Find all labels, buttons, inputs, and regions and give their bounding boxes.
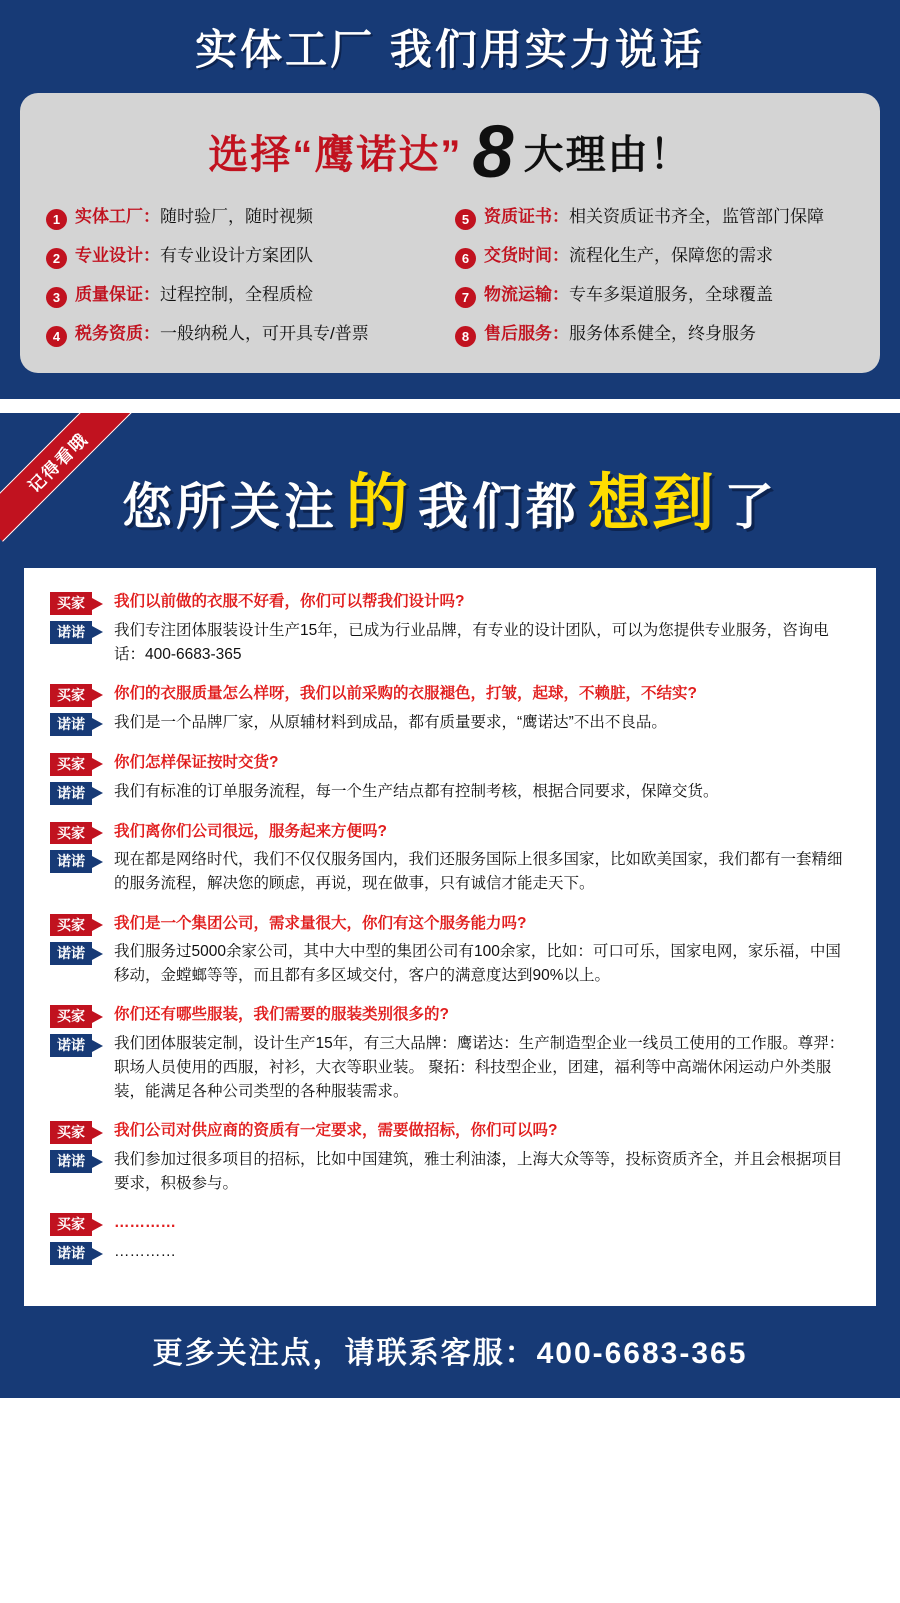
question-text: ………… [114, 1214, 176, 1232]
reason-item [455, 324, 854, 347]
reasons-headline [46, 109, 854, 208]
faq-title-part5: 了 [724, 479, 779, 536]
qa-question [50, 1003, 850, 1028]
qa-question [50, 590, 850, 615]
answer-tag: 诺诺 [50, 1242, 92, 1265]
answer-text: 我们团体服装定制，设计生产15年，有三大品牌：鹰诺达：生产制造型企业一线员工使用的工作服。尊羿：职场人员使用的西服，衬衫，大衣等职业装。 聚拓：科技型企业，团建，福利等中高端休闲运动户外类服装，能满足各种公司类型的各种服装需求。 [114, 1035, 845, 1101]
reason-item [46, 285, 445, 308]
question-text: 你们的衣服质量怎么样呀，我们以前采购的衣服褪色，打皱，起球，不赖脏，不结实? [114, 685, 697, 703]
faq-title-part1: 您所关注 [121, 479, 338, 536]
qa-answer [50, 1148, 850, 1196]
reasons-panel [20, 93, 880, 374]
reason-item [455, 246, 854, 269]
question-text: 你们还有哪些服装，我们需要的服装类别很多的? [114, 1006, 449, 1024]
reason-item [455, 285, 854, 308]
reason-title: 质量保证： [75, 285, 160, 305]
reason-title: 专业设计： [75, 246, 160, 266]
answer-tag: 诺诺 [50, 782, 92, 805]
headline-red-text: 选择“鹰诺达” [208, 133, 463, 178]
reason-number-badge: 5 [455, 209, 476, 230]
reason-text: 相关资质证书齐全，监管部门保障 [569, 207, 824, 227]
answer-tag: 诺诺 [50, 621, 92, 644]
qa-answer [50, 780, 850, 805]
question-text: 我们以前做的衣服不好看，你们可以帮我们设计吗? [114, 593, 465, 611]
reason-item [46, 246, 445, 269]
qa-item [50, 1211, 850, 1265]
reasons-grid [46, 207, 854, 347]
qa-question [50, 751, 850, 776]
qa-item [50, 751, 850, 805]
question-text: 你们怎样保证按时交货? [114, 753, 279, 771]
answer-tag: 诺诺 [50, 850, 92, 873]
qa-answer [50, 848, 850, 896]
reason-title: 交货时间： [484, 246, 569, 266]
reason-item [455, 207, 854, 230]
reason-number-badge: 3 [46, 287, 67, 308]
footer-contact: 更多关注点，请联系客服：400-6683-365 [0, 1306, 900, 1398]
reason-number-badge: 6 [455, 248, 476, 269]
reason-title: 售后服务： [484, 324, 569, 344]
faq-title-part4: 想到 [588, 469, 717, 539]
reason-text: 一般纳税人，可开具专/普票 [160, 324, 369, 344]
reason-number-badge: 7 [455, 287, 476, 308]
buyer-tag: 买家 [50, 1005, 92, 1028]
reason-title: 资质证书： [484, 207, 569, 227]
qa-answer [50, 1240, 850, 1265]
reason-title: 物流运输： [484, 285, 569, 305]
answer-text: 现在都是网络时代，我们不仅仅服务国内，我们还服务国际上很多国家，比如欧美国家，我们都有一套精细的服务流程，解决您的顾虑，再说，现在做事，只有诚信才能走天下。 [114, 851, 843, 893]
answer-tag: 诺诺 [50, 713, 92, 736]
qa-answer [50, 619, 850, 667]
question-text: 我们是一个集团公司，需求量很大，你们有这个服务能力吗? [114, 914, 527, 932]
answer-tag: 诺诺 [50, 1034, 92, 1057]
reason-text: 服务体系健全，终身服务 [569, 324, 756, 344]
reason-number-badge: 8 [455, 326, 476, 347]
reason-item [46, 324, 445, 347]
buyer-tag: 买家 [50, 822, 92, 845]
reason-text: 过程控制，全程质检 [160, 285, 313, 305]
reason-text: 有专业设计方案团队 [160, 246, 313, 266]
faq-title [0, 413, 900, 568]
faq-title-part3: 我们都 [418, 479, 580, 536]
answer-tag: 诺诺 [50, 1150, 92, 1173]
qa-item [50, 1119, 850, 1196]
qa-item [50, 590, 850, 667]
qa-answer [50, 940, 850, 988]
headline-number: 8 [472, 109, 514, 193]
reason-title: 实体工厂： [75, 207, 160, 227]
reason-number-badge: 1 [46, 209, 67, 230]
answer-text: 我们是一个品牌厂家，从原辅材料到成品，都有质量要求，“鹰诺达”不出不良品。 [114, 713, 667, 731]
section-divider [0, 399, 900, 413]
reason-text: 随时验厂，随时视频 [160, 207, 313, 227]
qa-item [50, 682, 850, 736]
faq-panel [24, 568, 876, 1306]
reason-number-badge: 2 [46, 248, 67, 269]
banner-title: 实体工厂 我们用实力说话 [195, 26, 705, 73]
headline-black-text: 大理由！ [523, 133, 692, 178]
reasons-section [0, 0, 900, 399]
buyer-tag: 买家 [50, 1121, 92, 1144]
answer-text: 我们服务过5000余家公司，其中大中型的集团公司有100余家，比如：可口可乐，国家电网，家乐福，中国移动，金螳螂等等，而且都有多区域交付，客户的满意度达到90%以上。 [114, 943, 841, 985]
buyer-tag: 买家 [50, 753, 92, 776]
question-text: 我们离你们公司很远，服务起来方便吗? [114, 822, 387, 840]
reason-item [46, 207, 445, 230]
corner-ribbon: 记得看哦 [0, 413, 137, 542]
answer-text: 我们参加过很多项目的招标，比如中国建筑，雅士利油漆，上海大众等等，投标资质齐全，并且会根据项目要求，积极参与。 [114, 1151, 843, 1193]
qa-question [50, 1211, 850, 1236]
qa-answer [50, 711, 850, 736]
buyer-tag: 买家 [50, 914, 92, 937]
answer-tag: 诺诺 [50, 942, 92, 965]
reason-text: 流程化生产，保障您的需求 [569, 246, 773, 266]
answer-text: 我们有标准的订单服务流程，每一个生产结点都有控制考核，根据合同要求，保障交货。 [114, 782, 719, 800]
answer-text: ………… [114, 1243, 176, 1261]
qa-item [50, 820, 850, 897]
reason-text: 专车多渠道服务，全球覆盖 [569, 285, 773, 305]
answer-text: 我们专注团体服装设计生产15年，已成为行业品牌，有专业的设计团队，可以为您提供专业服务，咨询电话：400-6683-365 [114, 621, 829, 663]
qa-question [50, 912, 850, 937]
qa-question [50, 1119, 850, 1144]
qa-question [50, 682, 850, 707]
reason-title: 税务资质： [75, 324, 160, 344]
qa-item [50, 912, 850, 989]
buyer-tag: 买家 [50, 1213, 92, 1236]
buyer-tag: 买家 [50, 592, 92, 615]
qa-item [50, 1003, 850, 1104]
reason-number-badge: 4 [46, 326, 67, 347]
question-text: 我们公司对供应商的资质有一定要求，需要做招标，你们可以吗? [114, 1122, 558, 1140]
faq-section [0, 413, 900, 1398]
qa-question [50, 820, 850, 845]
qa-answer [50, 1032, 850, 1104]
buyer-tag: 买家 [50, 684, 92, 707]
faq-title-part2: 的 [345, 469, 410, 539]
